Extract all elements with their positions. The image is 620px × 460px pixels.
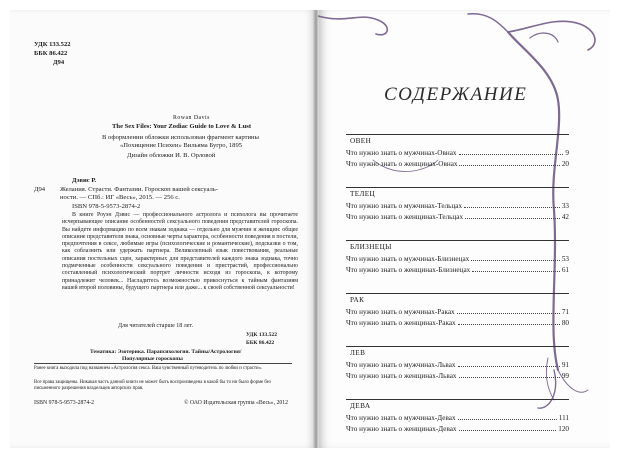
toc-entry-page: 42 bbox=[561, 213, 569, 221]
toc-entry-label: Что нужно знать о мужчинах-Овнах bbox=[346, 149, 457, 157]
author-russian: Дэвис Р. bbox=[72, 177, 97, 184]
author-english: Rowan Davis bbox=[173, 115, 210, 121]
toc-leader-dots bbox=[459, 165, 559, 166]
toc-entry-page: 71 bbox=[561, 308, 569, 316]
toc-entry-label: Что нужно знать о мужчинах-Львах bbox=[346, 361, 456, 369]
catalog-code-top: Д94 bbox=[53, 59, 65, 66]
toc-leader-dots bbox=[464, 207, 560, 208]
toc-leader-dots bbox=[458, 419, 557, 420]
divider bbox=[34, 363, 292, 364]
toc-entry-page: 9 bbox=[565, 149, 569, 157]
toc-section-heading: БЛИЗНЕЦЫ bbox=[350, 243, 392, 251]
isbn-line: ISBN 978-5-9573-2874-2 bbox=[72, 203, 141, 210]
toc-title: СОДЕРЖАНИЕ bbox=[384, 84, 528, 105]
toc-entry-label: Что нужно знать о женщинах-Девах bbox=[346, 425, 457, 433]
toc-section-heading: РАК bbox=[350, 296, 365, 304]
rights-note1: Ранее книга выходила под названием «Астрология секса. Ваш чувственный путеводитель по любви и страсти». bbox=[34, 366, 263, 371]
toc-entry[interactable] bbox=[346, 160, 569, 168]
bbk-code: ББК 86.422 bbox=[34, 50, 68, 57]
toc-entry[interactable] bbox=[346, 319, 569, 327]
cover-designer: Дизайн обложки И. В. Орловой bbox=[127, 152, 216, 159]
toc-entry-label: Что нужно знать о мужчинах-Близнецах bbox=[346, 255, 470, 263]
toc-section-heading: ЛЕВ bbox=[350, 349, 366, 357]
toc-entry-label: Что нужно знать о мужчинах-Раках bbox=[346, 308, 455, 316]
section-rule bbox=[346, 346, 569, 347]
toc-entry[interactable] bbox=[346, 372, 569, 380]
toc-leader-dots bbox=[472, 271, 560, 272]
decorative-flourish-icon bbox=[318, 10, 610, 448]
toc-entry[interactable] bbox=[346, 266, 569, 274]
flourish-stroke bbox=[468, 14, 508, 32]
toc-leader-dots bbox=[458, 324, 560, 325]
cover-credit-line1: В оформлении обложки использован фрагмент картины bbox=[102, 134, 259, 141]
copyright: © ОАО Издательская группа «Весь», 2012 bbox=[184, 400, 289, 406]
toc-entry-label: Что нужно знать о мужчинах-Тельцах bbox=[346, 202, 463, 210]
toc-entry-page: 80 bbox=[561, 319, 569, 327]
toc-leader-dots bbox=[458, 366, 560, 367]
toc-entry[interactable] bbox=[346, 213, 569, 221]
toc-entry-label: Что нужно знать о женщинах-Львах bbox=[346, 372, 457, 380]
tematika-line2: Популярные гороскопы bbox=[122, 356, 183, 362]
toc-leader-dots bbox=[465, 218, 560, 219]
toc-leader-dots bbox=[459, 377, 560, 378]
toc-leader-dots bbox=[471, 260, 560, 261]
toc-entry-page: 61 bbox=[561, 266, 569, 274]
udk-code: УДК 133.522 bbox=[34, 41, 71, 48]
toc-entry-page: 33 bbox=[561, 202, 569, 210]
toc-entry-label: Что нужно знать о женщинах-Близнецах bbox=[346, 266, 471, 274]
section-rule bbox=[346, 187, 569, 188]
biblio-line1: Желания. Страсти. Фантазии. Гороскоп вашей сексуаль- bbox=[60, 186, 218, 193]
toc-entry-label: Что нужно знать о женщинах-Раках bbox=[346, 319, 456, 327]
toc-entry-label: Что нужно знать о женщинах-Тельцах bbox=[346, 213, 464, 221]
toc-entry-page: 53 bbox=[561, 255, 569, 263]
section-rule bbox=[346, 293, 569, 294]
toc-entry[interactable] bbox=[346, 149, 569, 157]
toc-entry-page: 111 bbox=[558, 414, 569, 422]
toc-entry[interactable] bbox=[346, 425, 569, 433]
toc-section-heading: ДЕВА bbox=[350, 402, 371, 410]
toc-section-heading: ОВЕН bbox=[350, 137, 372, 145]
tematika: Тематика: Эзотерика. Парапсихология. Тайны/Астрология/ bbox=[90, 349, 242, 355]
toc-entry-label: Что нужно знать о женщинах-Овнах bbox=[346, 160, 458, 168]
rights-note2: Все права защищены. Никакая часть данной книги не может быть воспроизведена в какой бы то ни было форме без письменного разрешения владельцев авторских прав. bbox=[34, 380, 271, 391]
toc-entry-label: Что нужно знать о мужчинах-Девах bbox=[346, 414, 456, 422]
toc-leader-dots bbox=[457, 313, 560, 314]
title-english: The Sex Files: Your Zodiac Guide to Love & Lust bbox=[112, 123, 252, 130]
toc-leader-dots bbox=[459, 430, 557, 431]
udk-code-bottom: УДК 133.522 bbox=[246, 332, 278, 338]
biblio-line2: ности. — СПб.: ИГ «Весь», 2015. — 256 с. bbox=[60, 194, 180, 201]
bbk-code-bottom: ББК 86.422 bbox=[246, 340, 275, 346]
toc-entry-page: 99 bbox=[561, 372, 569, 380]
section-rule bbox=[346, 134, 569, 135]
toc-leader-dots bbox=[459, 154, 564, 155]
toc-entry-page: 20 bbox=[561, 160, 569, 168]
catalog-code: Д94 bbox=[34, 186, 46, 193]
isbn-footer: ISBN 978-5-9573-2874-2 bbox=[34, 400, 95, 406]
toc-entry[interactable] bbox=[346, 202, 569, 210]
toc-entry-page: 91 bbox=[561, 361, 569, 369]
toc-entry[interactable] bbox=[346, 255, 569, 263]
section-rule bbox=[346, 240, 569, 241]
toc-section-heading: ТЕЛЕЦ bbox=[350, 190, 376, 198]
annotation-text: В книге Роуэн Дэвис — профессионального астролога и психолога вы прочитаете исчерпывающее описание особенностей сексуального поведения представителей гороскопа. Вы найдете информацию по всем знакам зодиака — отдельно для мужчин и женщин: общее описание представителя знака, основные черты характера, особенности поведения в постели, предпочтения в сексе, любимые игры (психологические и романтические), подсказки о том, как соблазнить или удержать партнера. Великолепный язык повествования, реальные описания постельных сцен, характерных для представителей каждого знака зодиака, точно подмеченные особенности сексуального поведения и пристрастий, профессионально составленный психологический портрет личности исходя из гороскопа, к которому принадлежит человек... Насладитесь возможностью прикоснуться к тайным фантазиям вашей второй половины, будущего партнера или даже... к своей собственной сексуальности! bbox=[62, 212, 298, 291]
flourish-stroke bbox=[318, 16, 387, 35]
toc-entry-page: 120 bbox=[558, 425, 569, 433]
cover-credit-line2: «Похищение Психеи» Вильяма Бугро, 1895 bbox=[120, 142, 243, 149]
section-rule bbox=[346, 399, 569, 400]
toc-entry[interactable] bbox=[346, 308, 569, 316]
toc-entry[interactable] bbox=[346, 361, 569, 369]
flourish-stroke bbox=[530, 33, 558, 42]
toc-entry[interactable] bbox=[346, 414, 569, 422]
age-note: Для читателей старше 18 лет. bbox=[118, 323, 194, 329]
